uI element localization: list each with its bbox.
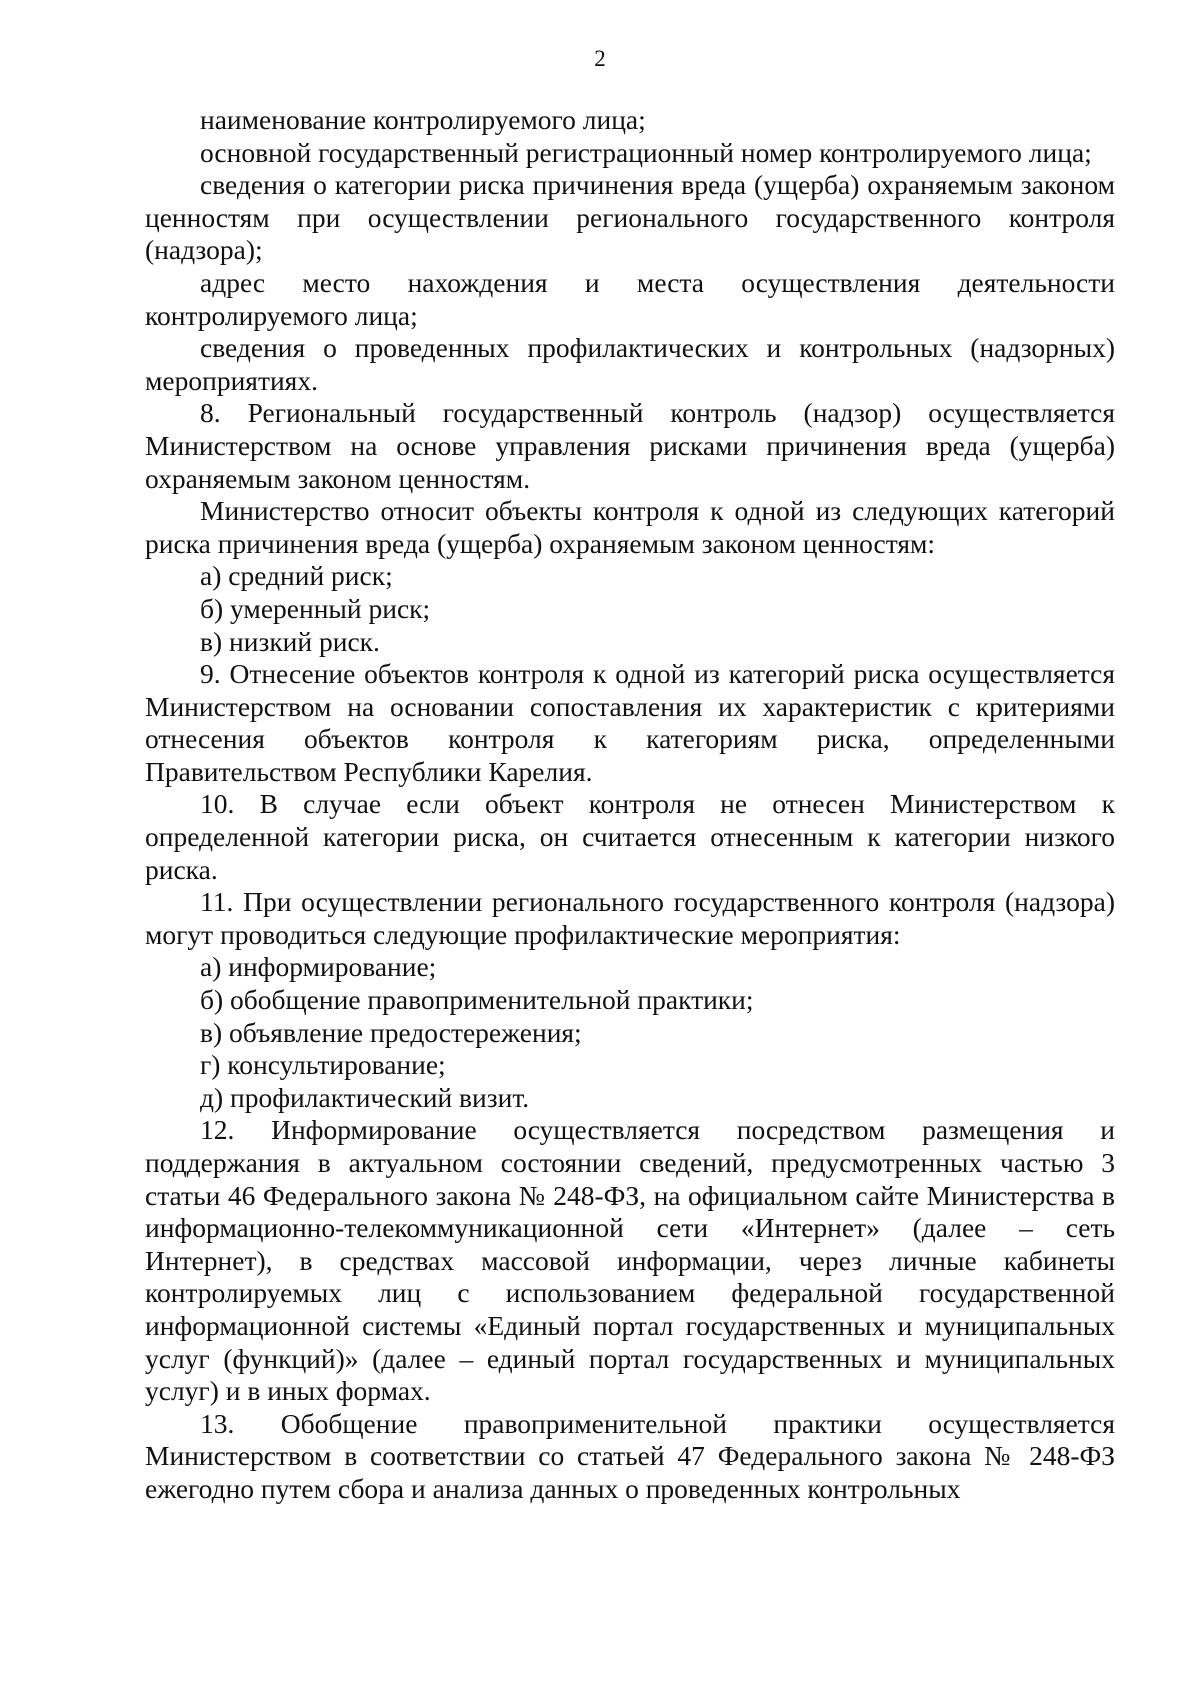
paragraph: адрес место нахождения и места осуществления деятельности контролируемого лица; <box>145 266 1115 331</box>
paragraph: сведения о категории риска причинения вреда (ущерба) охраняемым законом ценностям при осуществлении регионального государственного контроля (надзора); <box>145 169 1115 266</box>
page-number: 2 <box>594 46 606 71</box>
document-body <box>145 104 1115 1506</box>
paragraph: 11. При осуществлении регионального государственного контроля (надзора) могут проводиться следующие профилактические мероприятия: <box>145 886 1115 950</box>
paragraph: 9. Отнесение объектов контроля к одной из категорий риска осуществляется Министерством на основании сопоставления их характеристик с критериями отнесения объектов контроля к категориям риска, определенными Правительством Республики Карелия. <box>145 658 1115 787</box>
list-item: в) низкий риск. <box>200 625 380 657</box>
paragraph: сведения о проведенных профилактических и контрольных (надзорных) мероприятиях. <box>145 332 1115 396</box>
paragraph: 10. В случае если объект контроля не отнесен Министерством к определенной категории риска, он считается отнесенным к категории низкого риска. <box>145 788 1115 885</box>
list-item: а) средний риск; <box>200 560 393 592</box>
paragraph: 13. Обобщение правоприменительной практики осуществляется Министерством в соответствии со статьей 47 Федерального закона № 248-ФЗ ежегодно путем сбора и анализа данных о проведенных контрольных <box>145 1407 1115 1504</box>
list-item: д) профилактический визит. <box>200 1081 530 1113</box>
list-item: б) умеренный риск; <box>200 592 431 624</box>
list-item: б) обобщение правоприменительной практики; <box>200 984 754 1016</box>
paragraph: 12. Информирование осуществляется посредством размещения и поддержания в актуальном состоянии сведений, предусмотренных частью 3 статьи 46 Федерального закона № 248-ФЗ, на официальном сайте Министерства в информационно-телекоммуникационной сети «Интернет» (далее – сеть Интернет), в средствах массовой информации, через личные кабинеты контролируемых лиц с использованием федеральной государственной информационной системы «Единый портал государственных и муниципальных услуг (функций)» (далее – единый портал государственных и муниципальных услуг) и в иных формах. <box>145 1114 1115 1407</box>
list-item: г) консультирование; <box>200 1049 446 1081</box>
list-item: в) объявление предостережения; <box>200 1016 582 1048</box>
list-item: а) информирование; <box>200 951 437 983</box>
paragraph: наименование контролируемого лица; <box>200 104 646 135</box>
paragraph: 8. Региональный государственный контроль (надзор) осуществляется Министерством на основе управления рисками причинения вреда (ущерба) охраняемым законом ценностям. <box>145 397 1115 494</box>
paragraph: Министерство относит объекты контроля к одной из следующих категорий риска причинения вреда (ущерба) охраняемым законом ценностям: <box>145 495 1115 559</box>
paragraph: основной государственный регистрационный номер контролируемого лица; <box>200 136 1092 168</box>
